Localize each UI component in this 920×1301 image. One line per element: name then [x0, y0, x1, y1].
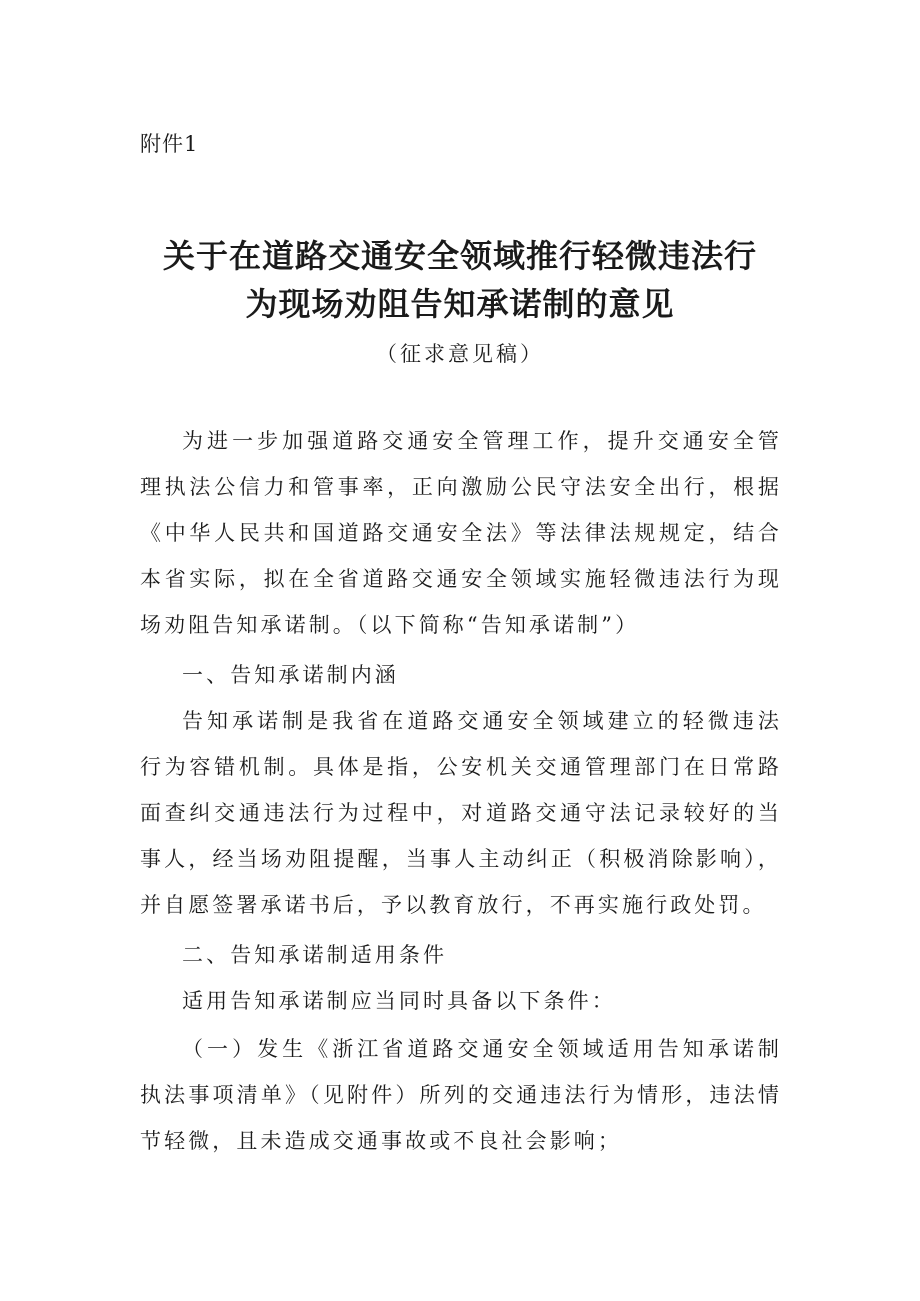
document-title-line-1: 关于在道路交通安全领域推行轻微违法行	[162, 237, 757, 275]
section-heading-2: 二、告知承诺制适用条件	[182, 943, 448, 967]
condition-item-1: （一）发生《浙江省道路交通安全领域适用告知承诺制执法事项清单》（见附件）所列的交通违法行为情形，违法情节轻微，且未造成交通事故或不良社会影响；	[140, 1037, 782, 1153]
attachment-label: 附件1	[140, 132, 199, 156]
intro-paragraph: 为进一步加强道路交通安全管理工作，提升交通安全管理执法公信力和管事率，正向激励公民守法安全出行，根据《中华人民共和国道路交通安全法》等法律法规规定，结合本省实际，拟在全省道路交通安全领域实施轻微违法行为现场劝阻告知承诺制。（以下简称“告知承诺制”）	[140, 429, 782, 637]
section-heading-1: 一、告知承诺制内涵	[182, 663, 399, 687]
document-subtitle: （征求意见稿）	[376, 342, 544, 366]
conditions-intro-paragraph: 适用告知承诺制应当同时具备以下条件：	[182, 989, 616, 1013]
document-title-line-2: 为现场劝阻告知承诺制的意见	[245, 285, 675, 323]
definition-paragraph: 告知承诺制是我省在道路交通安全领域建立的轻微违法行为容错机制。具体是指，公安机关交通管理部门在日常路面查纠交通违法行为过程中，对道路交通守法记录较好的当事人，经当场劝阻提醒，当事人主动纠正（积极消除影响），并自愿签署承诺书后，予以教育放行，不再实施行政处罚。	[140, 709, 782, 917]
